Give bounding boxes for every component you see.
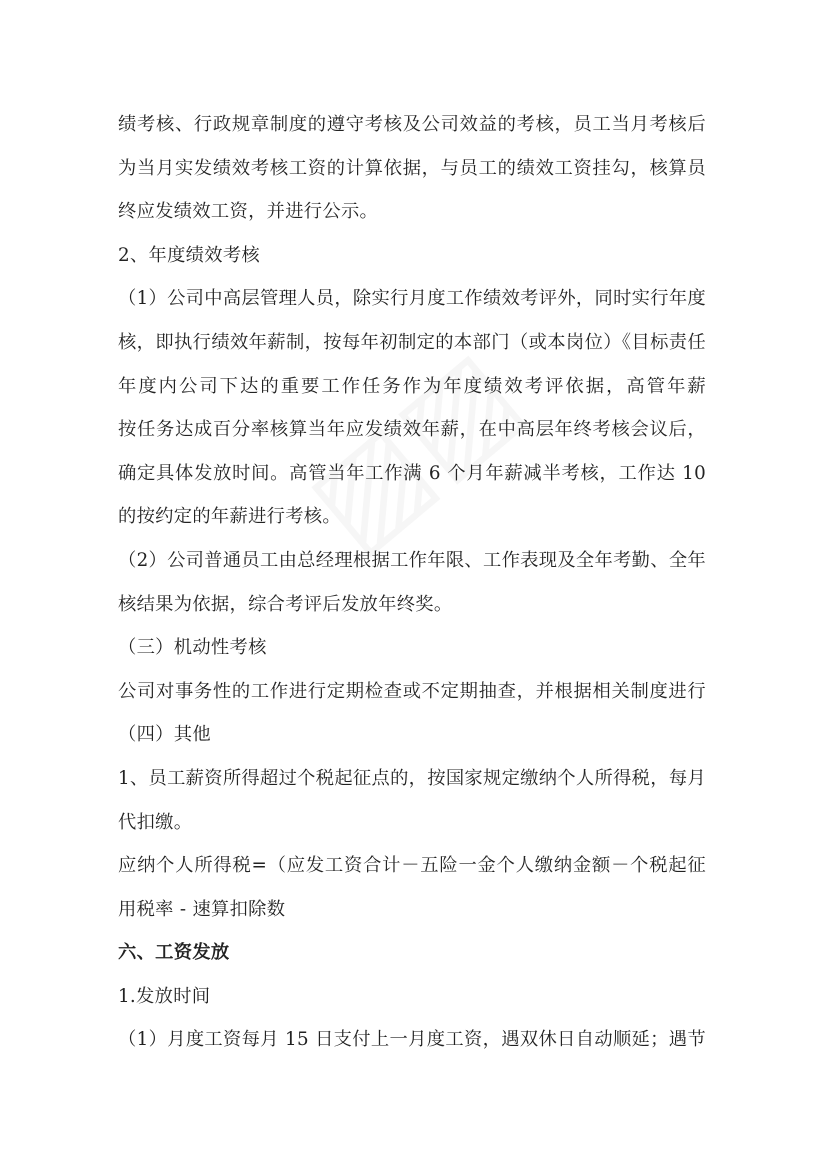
text-line: 用税率 - 速算扣除数 <box>118 898 286 920</box>
text-line: （1）公司中高层管理人员，除实行月度工作绩效考评外，同时实行年度 <box>118 288 706 310</box>
text-line: 应纳个人所得税=（应发工资合计－五险一金个人缴纳金额－个税起征 <box>118 855 706 877</box>
text-line: 代扣缴。 <box>118 811 193 833</box>
text-line: 为当月实发绩效考核工资的计算依据，与员工的绩效工资挂勾，核算员 <box>118 157 706 179</box>
text-line: 绩考核、行政规章制度的遵守考核及公司效益的考核，员工当月考核后 <box>118 114 706 135</box>
text-line: 按任务达成百分率核算当年应发绩效年薪，在中高层年终考核会议后， <box>118 419 706 441</box>
text-line: 确定具体发放时间。高管当年工作满 6 个月年薪减半考核，工作达 10 <box>118 462 706 484</box>
text-line: （1）月度工资每月 15 日支付上一月度工资，遇双休日自动顺延；遇节 <box>118 1029 706 1051</box>
section-heading: 六、工资发放 <box>118 942 230 964</box>
text-line: 1、员工薪资所得超过个税起征点的，按国家规定缴纳个人所得税，每月 <box>118 767 706 789</box>
document-page <box>118 103 706 1062</box>
text-line: 公司对事务性的工作进行定期检查或不定期抽查，并根据相关制度进行 <box>118 680 706 702</box>
text-line: 的按约定的年薪进行考核。 <box>118 506 341 528</box>
text-line: 核结果为依据，综合考评后发放年终奖。 <box>118 593 453 615</box>
text-line: （三）机动性考核 <box>118 637 267 659</box>
text-line: （2）公司普通员工由总经理根据工作年限、工作表现及全年考勤、全年 <box>118 549 706 571</box>
text-line: （四）其他 <box>118 724 211 746</box>
text-line: 终应发绩效工资，并进行公示。 <box>118 201 379 223</box>
text-line: 2、年度绩效考核 <box>118 244 260 266</box>
text-line: 年度内公司下达的重要工作任务作为年度绩效考评依据，高管年薪 <box>118 375 706 397</box>
text-line: 1.发放时间 <box>118 985 211 1007</box>
text-line: 核，即执行绩效年薪制，按每年初制定的本部门（或本岗位）《目标责任 <box>118 331 706 353</box>
